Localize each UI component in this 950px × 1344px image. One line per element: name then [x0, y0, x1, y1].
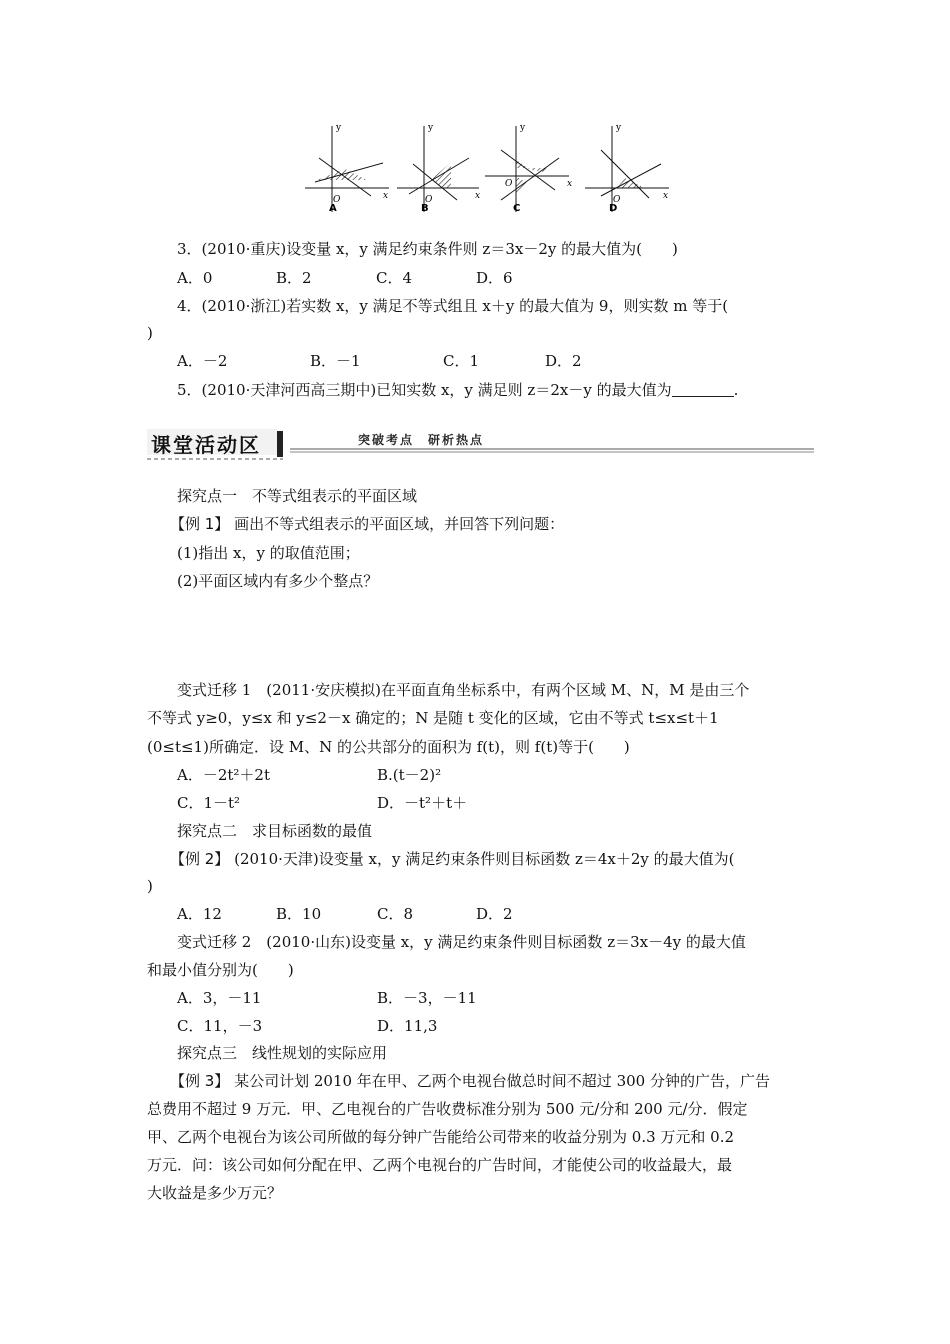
example-1-part-1: (1)指出 x，y 的取值范围；: [177, 544, 360, 562]
example-3-line-5: 大收益是多少万元？: [147, 1184, 283, 1202]
variant-1-option-d: D．－t²＋t＋: [377, 794, 468, 812]
graph-d-origin: O: [613, 195, 621, 205]
graph-d-y-label: y: [616, 123, 622, 133]
variant-2-option-a: A．3，－11: [177, 989, 262, 1007]
point-1-heading: 探究点一 不等式组表示的平面区域: [177, 487, 418, 505]
q3-option-a: A．0: [177, 269, 213, 287]
graph-c-origin: O: [505, 179, 513, 189]
example-3-line-2: 总费用不超过 9 万元．甲、乙电视台的广告收费标准分别为 500 元/分和 200 元/分．假定: [147, 1100, 748, 1118]
example-2-option-c: C．8: [377, 905, 414, 923]
variant-2-option-d: D．11,3: [377, 1017, 438, 1035]
example-2-cont: ): [147, 877, 153, 895]
variant-2-line-2: 和最小值分别为( ): [147, 961, 294, 979]
question-3: 3．(2010·重庆)设变量 x，y 满足约束条件则 z＝3x－2y 的最大值为( ): [177, 240, 678, 258]
example-2-tag: 【例 2】: [170, 850, 230, 868]
example-1-tag: 【例 1】: [170, 515, 230, 533]
example-2-option-b: B．10: [276, 905, 322, 923]
example-1-part-2: (2)平面区域内有多少个整点？: [177, 572, 379, 590]
question-5-tail: .: [733, 381, 739, 399]
q3-option-c: C．4: [376, 269, 413, 287]
example-1-text: 画出不等式组表示的平面区域，并回答下列问题：: [234, 515, 565, 533]
example-3-tag: 【例 3】: [170, 1072, 230, 1090]
variant-1-line-2: 不等式 y≥0，y≤x 和 y≤2－x 确定的；N 是随 t 变化的区域，它由不等式 t≤x≤t＋1: [147, 709, 719, 727]
graph-c-y-label: y: [520, 123, 526, 133]
graph-d-line-2: [601, 164, 661, 196]
graph-b-line-2: [409, 158, 469, 194]
graph-c-shaded-region-2: [516, 176, 529, 196]
example-2-option-d: D．2: [476, 905, 513, 923]
q4-option-d: D．2: [545, 352, 582, 370]
graph-label-a: A: [329, 203, 337, 212]
example-1: [170, 514, 564, 534]
example-3-line-4: 万元．问：该公司如何分配在甲、乙两个电视台的广告时间，才能使公司的收益最大，最: [147, 1156, 733, 1174]
graph-b: [397, 123, 480, 212]
question-4-cont: ): [147, 324, 153, 342]
variant-1-line-1: 变式迁移 1 (2011·安庆模拟)在平面直角坐标系中，有两个区域 M、N，M 是由三个: [177, 681, 750, 699]
point-2-heading: 探究点二 求目标函数的最值: [177, 822, 373, 840]
example-2-option-a: A．12: [177, 905, 222, 923]
variant-2-option-c: C．11，－3: [177, 1017, 263, 1035]
example-3-line-1: [170, 1071, 770, 1091]
point-3-heading: 探究点三 线性规划的实际应用: [177, 1044, 388, 1062]
variant-1-option-c: C．1－t²: [177, 794, 241, 812]
q4-option-a: A．－2: [177, 352, 228, 370]
example-2: [170, 849, 735, 869]
q4-option-c: C．1: [443, 352, 480, 370]
graph-b-origin: O: [425, 195, 433, 205]
graph-a: [305, 123, 389, 212]
graph-a-x-label: x: [383, 191, 389, 201]
graph-label-b: B: [421, 203, 429, 212]
graph-c: [485, 123, 572, 212]
answer-blank: [672, 382, 734, 397]
graph-b-x-label: x: [475, 191, 481, 201]
q3-option-b: B．2: [276, 269, 312, 287]
section-banner: [147, 427, 814, 463]
graph-a-y-label: y: [336, 123, 342, 133]
graph-label-d: D: [609, 203, 618, 212]
variant-1-line-3: (0≤t≤1)所确定．设 M、N 的公共部分的面积为 f(t)，则 f(t)等于( ): [147, 738, 630, 756]
graph-c-shaded-region: [516, 160, 551, 172]
variant-2-line-1: 变式迁移 2 (2010·山东)设变量 x，y 满足约束条件则目标函数 z＝3x－4y 的最大值: [177, 933, 746, 951]
example-3-line-3: 甲、乙两个电视台为该公司所做的每分钟广告能给公司带来的收益分别为 0.3 万元和 0.2: [147, 1128, 735, 1146]
graph-a-origin: O: [333, 195, 341, 205]
graph-label-c: C: [513, 203, 521, 212]
example-3-text: 某公司计划 2010 年在甲、乙两个电视台做总时间不超过 300 分钟的广告，广告: [234, 1072, 770, 1090]
option-graphs: [305, 120, 677, 212]
example-2-text: (2010·天津)设变量 x，y 满足约束条件则目标函数 z＝4x＋2y 的最大值为(: [234, 850, 735, 868]
question-4: 4．(2010·浙江)若实数 x，y 满足不等式组且 x＋y 的最大值为 9，则实数 m 等于(: [177, 297, 729, 315]
variant-2-option-b: B．－3，－11: [377, 989, 477, 1007]
graph-b-y-label: y: [428, 123, 434, 133]
variant-1-option-a: A．－2t²＋2t: [177, 766, 270, 784]
question-5-text: 5．(2010·天津河西高三期中)已知实数 x，y 满足则 z＝2x－y 的最大值为: [177, 381, 672, 399]
graph-d: [585, 123, 669, 212]
q4-option-b: B．－1: [310, 352, 361, 370]
variant-1-option-b: B.(t－2)²: [377, 766, 442, 784]
banner-subtitle: 突破考点 研析热点: [358, 433, 485, 447]
graph-d-x-label: x: [663, 191, 669, 201]
graph-c-x-label: x: [567, 179, 573, 189]
banner-title: 课堂活动区: [151, 433, 261, 457]
q3-option-d: D．6: [476, 269, 513, 287]
question-5: [177, 380, 738, 400]
